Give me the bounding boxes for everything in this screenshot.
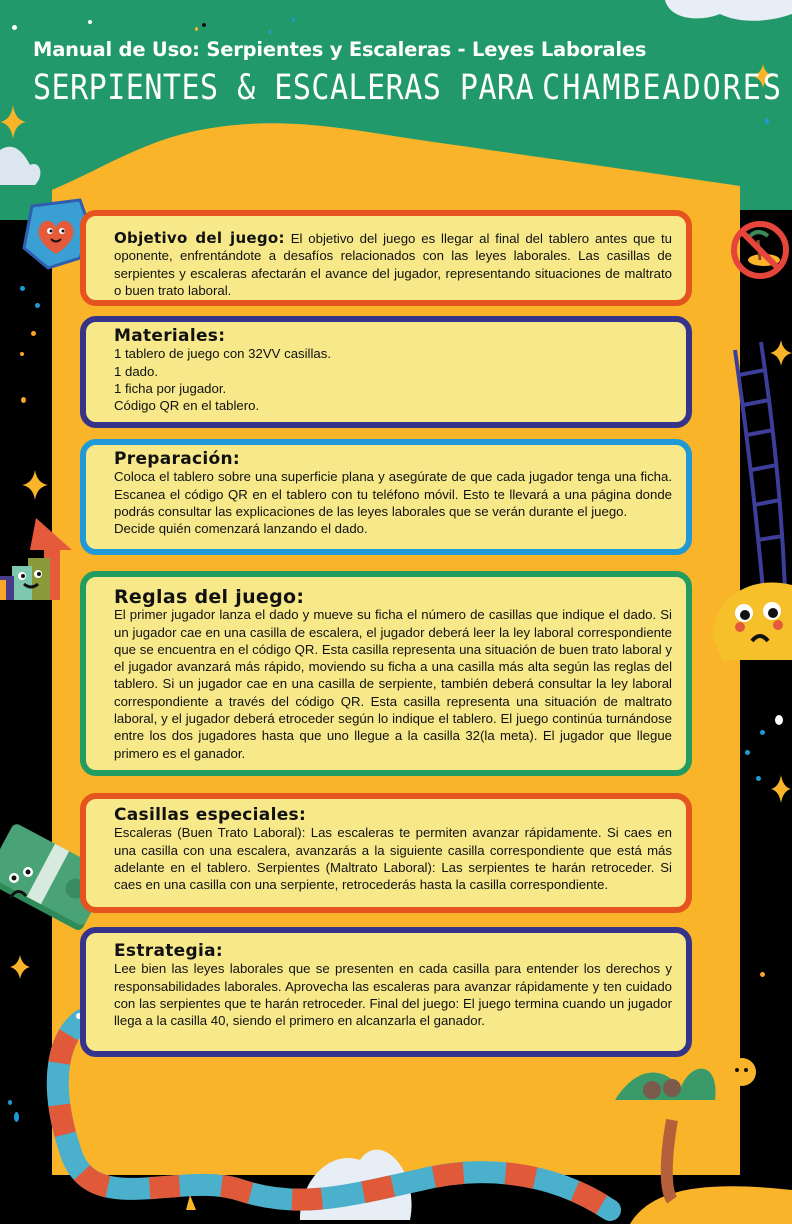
section-body: Coloca el tablero sobre una superficie plana y asegúrate de que cada jugador tenga una ficha. Escanea el código QR en el tablero con tu teléfono móvil. Esto te llevará a una página donde podrás consultar las explicaciones de las leyes laborales que se verán durante el juego.	[114, 469, 672, 519]
cloud-icon	[660, 0, 792, 24]
no-vacation-icon	[728, 218, 792, 282]
subtitle-accent: CHAMBEADORES	[542, 68, 783, 109]
confetti-dot	[756, 776, 761, 781]
section-body: El objetivo del juego es llegar al final del tablero antes que tu oponente, enfrentándote a desafíos relacionados con las leyes laborales. Las casillas de serpientes y escaleras afectarán el avance del jugador, representando situaciones de maltrato o buen trato laboral.	[114, 231, 672, 298]
confetti-dot	[292, 17, 295, 22]
section-body: El primer jugador lanza el dado y mueve su ficha el número de casillas que indique el dado. Si un jugador cae en una casilla de escalera, el jugador deberá leer la ley laboral correspondiente que se encuentra en el código QR. Esta casilla representa una situación de buen trato laboral y el jugador avanzará más rápido, moviendo su ficha a una casilla más alta según las reglas del tablero. Si un jugador cae en una casilla de serpiente, también deberá consultar la ley laboral correspondiente a través del código QR. Esta casilla representa una situación de maltrato laboral, y el jugador deberá etroceder según lo indique el tablero. El juego continúa turnándose entre los dos jugadores hasta que uno llegue a la casilla 32(la meta). El jugador que llegue primero es el ganador.	[114, 607, 672, 761]
section-heading: Estrategia:	[114, 941, 223, 961]
confetti-dot	[765, 118, 769, 124]
building-characters-icon	[0, 518, 72, 600]
confetti-dot	[195, 27, 198, 31]
confetti-dot	[12, 25, 17, 30]
sparkle-icon	[770, 340, 792, 366]
subtitle-main: SERPIENTES & ESCALERAS PARA	[33, 68, 535, 109]
confetti-dot	[745, 750, 750, 755]
list-item: 1 tablero de juego con 32VV casillas.	[114, 346, 332, 362]
confetti-dot	[775, 715, 783, 725]
section-heading: Materiales:	[114, 326, 226, 346]
sad-face-character-icon	[712, 575, 792, 660]
sparkle-icon	[22, 470, 48, 500]
list-item: Código QR en el tablero.	[114, 398, 260, 414]
confetti-dot	[21, 397, 26, 403]
confetti-dot	[268, 30, 271, 34]
cloud-icon	[0, 140, 45, 190]
section-heading: Objetivo del juego:	[114, 229, 285, 247]
list-item: 1 ficha por jugador.	[114, 380, 227, 396]
list-item: 1 dado.	[114, 363, 158, 379]
confetti-dot	[202, 23, 206, 27]
section-strategy	[80, 927, 692, 1057]
sparkle-icon	[771, 775, 791, 803]
wave-divider	[0, 120, 792, 220]
section-rules	[80, 571, 692, 776]
sparkle-icon	[0, 105, 26, 139]
section-objective	[80, 210, 692, 306]
section-heading: Preparación:	[114, 449, 240, 469]
section-body: Decide quién comenzará lanzando el dado.	[114, 521, 368, 537]
section-body: Lee bien las leyes laborales que se presenten en cada casilla para entender los derechos y responsabilidades laborales. Aprovecha las escaleras para avanzar rápidamente y ten cuidado con las serpientes que te harán retroceder. Final del juego: El juego termina cuando un jugador llega a la casilla 40, siendo el primero en alcanzarla el ganador.	[114, 961, 672, 1029]
section-heading: Reglas del juego:	[114, 586, 305, 608]
section-special-squares	[80, 793, 692, 913]
section-preparation	[80, 439, 692, 555]
confetti-dot	[88, 20, 92, 24]
confetti-dot	[20, 286, 25, 291]
page-subtitle	[33, 68, 783, 108]
section-body: Escaleras (Buen Trato Laboral): Las escaleras te permiten avanzar rápidamente. Si caes en una casilla con una escalera, avanzarás a la siguiente casilla correspondiente que está más adelante en el tablero. Serpientes (Maltrato Laboral): Las serpientes te harán retroceder. Si caes en una casilla con una serpiente, retrocederás hasta la casilla correspondiente.	[114, 825, 672, 893]
page-title: Manual de Uso: Serpientes y Escaleras - Leyes Laborales	[33, 38, 647, 61]
confetti-dot	[20, 352, 24, 356]
money-stack-icon	[0, 820, 92, 945]
confetti-dot	[31, 331, 36, 336]
ladder-icon	[725, 340, 792, 600]
confetti-dot	[35, 303, 40, 308]
sparkle-icon	[10, 955, 30, 979]
confetti-dot	[760, 730, 765, 735]
section-materials	[80, 316, 692, 428]
confetti-dot	[760, 972, 765, 977]
section-heading: Casillas especiales:	[114, 805, 307, 825]
